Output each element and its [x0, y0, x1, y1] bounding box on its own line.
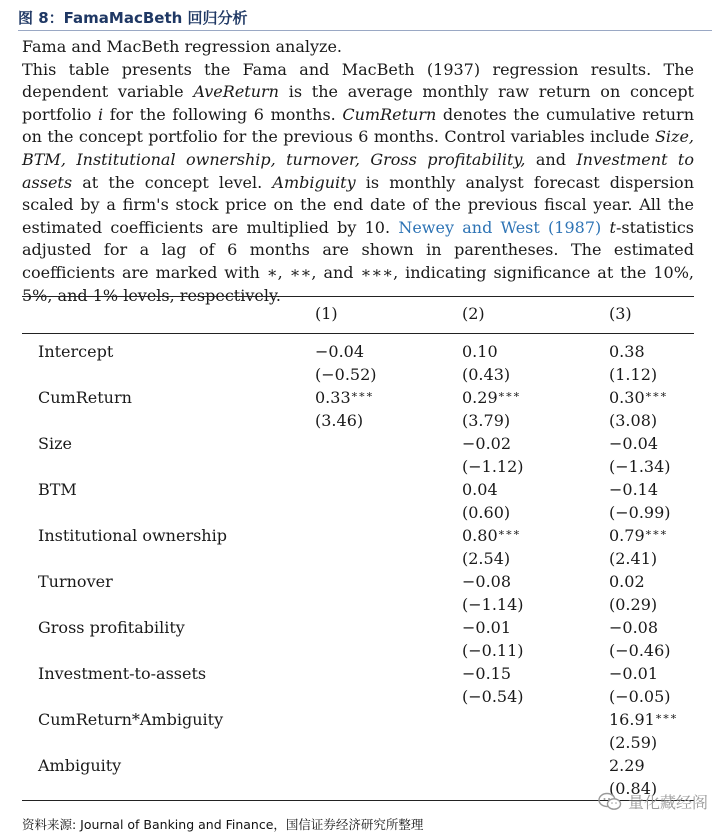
- t-statistic-cell: (3.46): [315, 411, 364, 430]
- significance-stars: ∗∗∗: [497, 388, 521, 401]
- coefficient-cell: 2.29: [609, 756, 645, 775]
- coefficient-cell: 16.91∗∗∗: [609, 710, 678, 729]
- t-statistic-cell: (−0.46): [609, 641, 671, 660]
- table-header: [22, 300, 694, 332]
- citation-link[interactable]: Newey and West (1987): [398, 217, 602, 237]
- caption-body: This table presents the Fama and MacBeth (1937) regression results. The dependent variable AveReturn is the average monthly raw return on concept portfolio i for the following 6 months. CumReturn denotes the cumulative return on the concept portfolio for the previous 6 months. Control variables include Size, BTM, Institutional ownership, turnover, Gross profitability, and Investment to assets at the concept level. Ambiguity is monthly analyst forecast dispersion scaled by a firm's stock price on the end date of the previous fiscal year. All the estimated coefficients are multiplied by 10. Newey and West (1987) t-statistics adjusted for a lag of 6 months are shown in parentheses. The estimated coefficients are marked with ∗, ∗∗, and ∗∗∗, indicating significance at the 10%, 5%, and 1% levels, respectively.: [22, 59, 695, 305]
- coefficient-cell: 0.38: [609, 342, 645, 361]
- table-row: [22, 336, 694, 382]
- significance-stars: ∗∗∗: [644, 526, 668, 539]
- t-statistic-cell: (2.41): [609, 549, 658, 568]
- watermark: [598, 790, 708, 813]
- row-label: Intercept: [38, 342, 114, 361]
- coefficient-cell: 0.33∗∗∗: [315, 388, 374, 407]
- coefficient-cell: −0.01: [609, 664, 659, 683]
- table-caption: [22, 36, 694, 307]
- coefficient-cell: −0.04: [315, 342, 365, 361]
- t-statistic-cell: (−1.34): [609, 457, 671, 476]
- coefficient-cell: −0.08: [609, 618, 659, 637]
- t-statistic-cell: (2.59): [609, 733, 658, 752]
- source-note: 资料来源: Journal of Banking and Finance，国信证券经济研究所整理: [22, 817, 424, 832]
- table-bottom-rule: [22, 800, 694, 801]
- t-statistic-cell: (−0.99): [609, 503, 671, 522]
- t-statistic-cell: (2.54): [462, 549, 511, 568]
- significance-stars: ∗∗∗: [644, 388, 668, 401]
- coefficient-cell: −0.15: [462, 664, 512, 683]
- coefficient-cell: 0.02: [609, 572, 645, 591]
- table-row: [22, 474, 694, 520]
- t-statistic-cell: (−1.14): [462, 595, 524, 614]
- table-body: [22, 336, 694, 796]
- significance-stars: ∗∗∗: [654, 710, 678, 723]
- table-row: [22, 566, 694, 612]
- t-statistic-cell: (−0.52): [315, 365, 377, 384]
- table-row: [22, 750, 694, 796]
- t-statistic-cell: (−0.54): [462, 687, 524, 706]
- t-statistic-cell: (3.79): [462, 411, 511, 430]
- t-statistic-cell: (0.60): [462, 503, 511, 522]
- table-row: [22, 612, 694, 658]
- t-statistic-cell: (1.12): [609, 365, 658, 384]
- coefficient-cell: 0.30∗∗∗: [609, 388, 668, 407]
- t-statistic-cell: (3.08): [609, 411, 658, 430]
- coefficient-cell: 0.79∗∗∗: [609, 526, 668, 545]
- t-statistic-cell: (0.84): [609, 779, 658, 798]
- coefficient-cell: 0.10: [462, 342, 498, 361]
- watermark-text: 量化藏经阁: [627, 793, 708, 812]
- row-label: CumReturn: [38, 388, 132, 407]
- table-row: [22, 520, 694, 566]
- row-label: Institutional ownership: [38, 526, 227, 545]
- table-row: [22, 704, 694, 750]
- column-header-3: (3): [609, 304, 632, 323]
- row-label: Size: [38, 434, 72, 453]
- t-statistic-cell: (−0.11): [462, 641, 524, 660]
- column-header-1: (1): [315, 304, 338, 323]
- coefficient-cell: −0.14: [609, 480, 659, 499]
- figure-title: 图 8：FamaMacBeth 回归分析: [18, 6, 712, 31]
- significance-stars: ∗∗∗: [350, 388, 374, 401]
- t-statistic-cell: (0.29): [609, 595, 658, 614]
- coefficient-cell: 0.29∗∗∗: [462, 388, 521, 407]
- table-row: [22, 658, 694, 704]
- coefficient-cell: 0.04: [462, 480, 498, 499]
- coefficient-cell: −0.01: [462, 618, 512, 637]
- table-row: [22, 428, 694, 474]
- row-label: Investment-to-assets: [38, 664, 207, 683]
- t-statistic-cell: (0.43): [462, 365, 511, 384]
- caption-title: Fama and MacBeth regression analyze.: [22, 37, 343, 56]
- row-label: Turnover: [38, 572, 113, 591]
- table-row: [22, 382, 694, 428]
- t-statistic-cell: (−1.12): [462, 457, 524, 476]
- row-label: Gross profitability: [38, 618, 185, 637]
- t-statistic-cell: (−0.05): [609, 687, 671, 706]
- row-label: BTM: [38, 480, 77, 499]
- coefficient-cell: −0.04: [609, 434, 659, 453]
- row-label: Ambiguity: [38, 756, 122, 775]
- coefficient-cell: −0.08: [462, 572, 512, 591]
- significance-stars: ∗∗∗: [497, 526, 521, 539]
- coefficient-cell: 0.80∗∗∗: [462, 526, 521, 545]
- row-label: CumReturn*Ambiguity: [38, 710, 224, 729]
- column-header-2: (2): [462, 304, 485, 323]
- table-top-rule: [22, 296, 694, 297]
- wechat-icon: [598, 792, 622, 812]
- regression-table: [22, 300, 694, 798]
- table-header-rule: [22, 333, 694, 334]
- coefficient-cell: −0.02: [462, 434, 512, 453]
